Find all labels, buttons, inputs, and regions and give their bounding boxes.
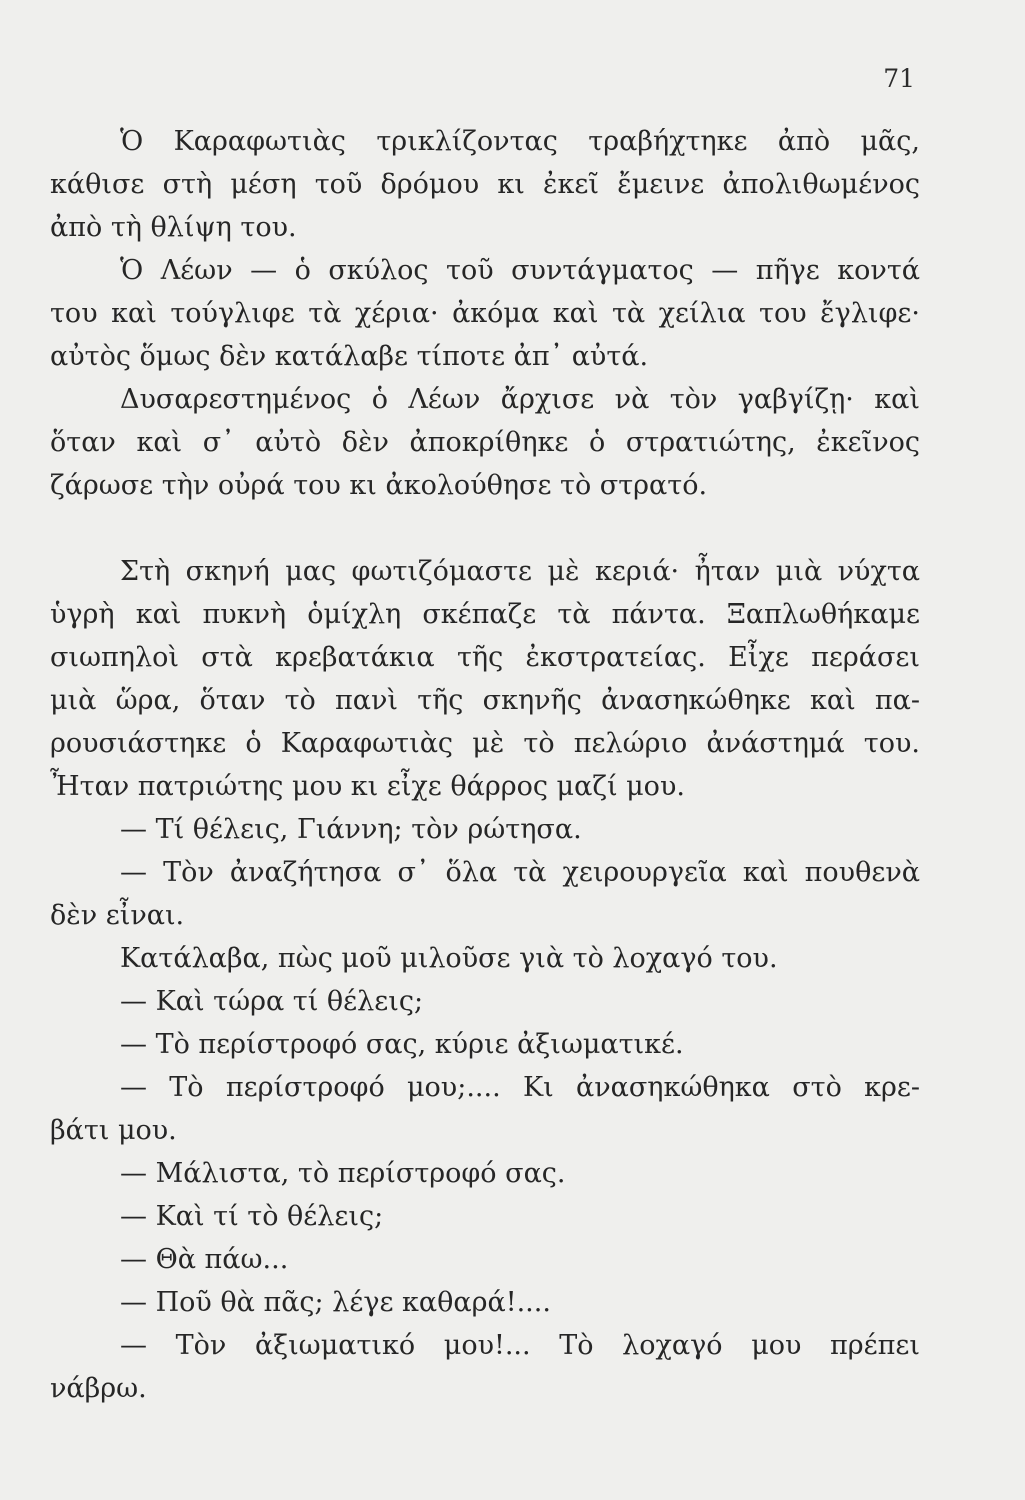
text-line: Ἦταν πατριώτης μου κι εἶχε θάρρος μαζί μου.	[50, 771, 685, 802]
text-line: Κατάλαβα, πὼς μοῦ μιλοῦσε γιὰ τὸ λοχαγό του.	[120, 943, 778, 974]
text-line: κάθισε στὴ μέση τοῦ δρόμου κι ἐκεῖ ἔμεινε ἀπολιθωμένος	[50, 169, 920, 200]
text-line: Ὁ Καραφωτιὰς τρικλίζοντας τραβήχτηκε ἀπὸ μᾶς,	[120, 126, 920, 157]
text-line: ὅταν καὶ σ᾽ αὐτὸ δὲν ἀποκρίθηκε ὁ στρατιώτης, ἐκεῖνος	[50, 427, 920, 458]
dialogue-line: — Θὰ πάω...	[120, 1244, 289, 1275]
text-line: Ὁ Λέων — ὁ σκύλος τοῦ συντάγματος — πῆγε κοντά	[120, 255, 920, 286]
page-body-text	[50, 120, 920, 1410]
text-line: δὲν εἶναι.	[50, 900, 185, 931]
text-line: του καὶ τούγλιφε τὰ χέρια· ἀκόμα καὶ τὰ χείλια του ἔγλιφε·	[50, 298, 920, 329]
text-line: Στὴ σκηνή μας φωτιζόμαστε μὲ κεριά· ἦταν μιὰ νύχτα	[120, 556, 920, 587]
text-line: σιωπηλοὶ στὰ κρεβατάκια τῆς ἐκστρατείας. Εἶχε περάσει	[50, 642, 920, 673]
text-line: ἀπὸ τὴ θλίψη του.	[50, 212, 297, 243]
text-line: ζάρωσε τὴν οὐρά του κι ἀκολούθησε τὸ στρατό.	[50, 470, 708, 501]
text-line: βάτι μου.	[50, 1115, 177, 1146]
dialogue-line: — Τὸν ἀξιωματικό μου!... Τὸ λοχαγό μου πρέπει	[120, 1330, 920, 1361]
text-line: μιὰ ὥρα, ὅταν τὸ πανὶ τῆς σκηνῆς ἀνασηκώθηκε καὶ πα-	[50, 685, 920, 716]
text-line: νάβρω.	[50, 1373, 147, 1404]
dialogue-line: — Καὶ τώρα τί θέλεις;	[120, 986, 424, 1017]
dialogue-line: — Μάλιστα, τὸ περίστροφό σας.	[120, 1158, 566, 1189]
text-line: αὐτὸς ὅμως δὲν κατάλαβε τίποτε ἀπ᾽ αὐτά.	[50, 341, 649, 372]
text-line: Δυσαρεστημένος ὁ Λέων ἄρχισε νὰ τὸν γαβγίζῃ· καὶ	[120, 384, 920, 415]
dialogue-line: — Τὸ περίστροφό σας, κύριε ἀξιωματικέ.	[120, 1029, 684, 1060]
dialogue-line: — Τὸν ἀναζήτησα σ᾽ ὅλα τὰ χειρουργεῖα καὶ πουθενὰ	[120, 857, 920, 888]
dialogue-line: — Τί θέλεις, Γιάννη; τὸν ρώτησα.	[120, 814, 582, 845]
dialogue-line: — Τὸ περίστροφό μου;.... Κι ἀνασηκώθηκα στὸ κρε-	[120, 1072, 920, 1103]
section-gap	[50, 507, 920, 550]
dialogue-line: — Καὶ τί τὸ θέλεις;	[120, 1201, 384, 1232]
dialogue-line: — Ποῦ θὰ πᾶς; λέγε καθαρά!....	[120, 1287, 551, 1318]
text-line: ὑγρὴ καὶ πυκνὴ ὁμίχλη σκέπαζε τὰ πάντα. Ξαπλωθήκαμε	[50, 599, 920, 630]
page-number: 71	[883, 64, 915, 93]
text-line: ρουσιάστηκε ὁ Καραφωτιὰς μὲ τὸ πελώριο ἀνάστημά του.	[50, 728, 920, 759]
